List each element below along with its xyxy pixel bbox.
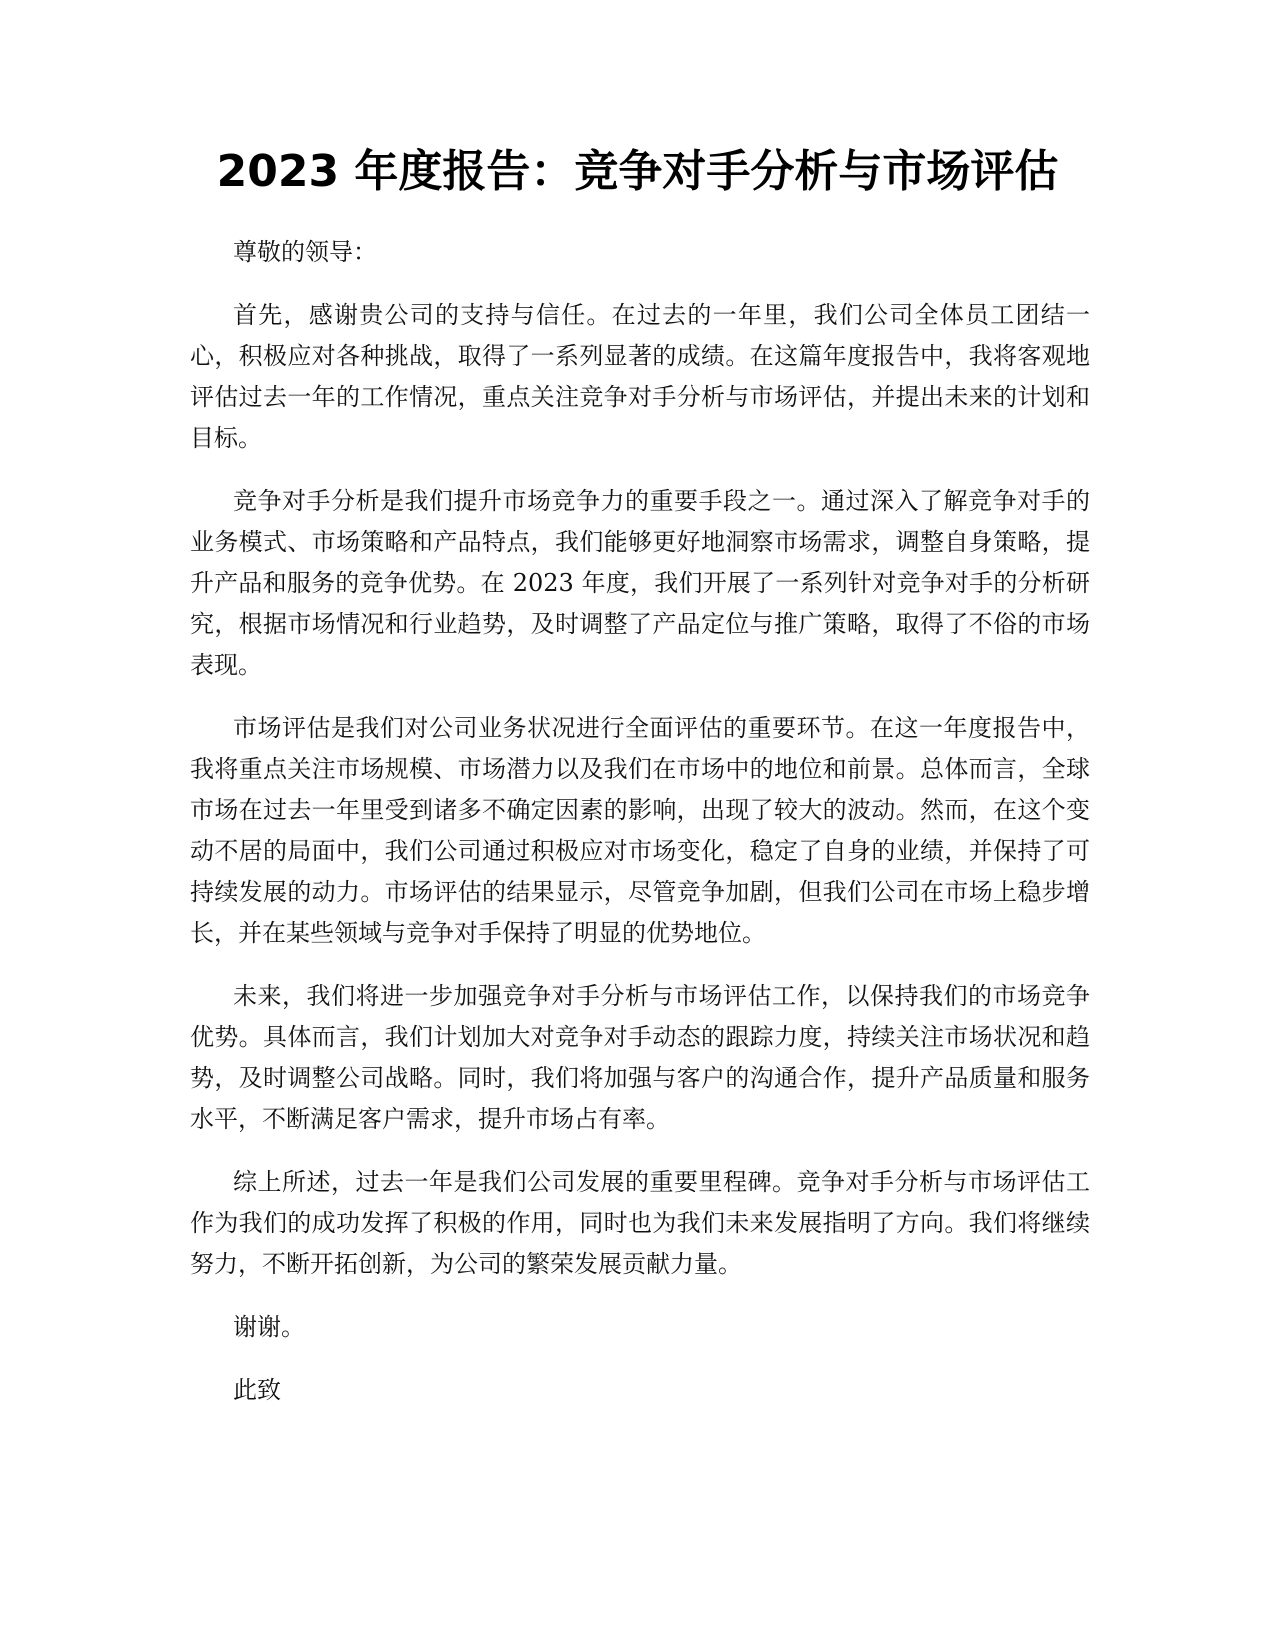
paragraph-market-assessment: 市场评估是我们对公司业务状况进行全面评估的重要环节。在这一年度报告中，我将重点关注市场规模、市场潜力以及我们在市场中的地位和前景。总体而言，全球市场在过去一年里受到诸多不确定因素的影响，出现了较大的波动。然而，在这个变动不居的局面中，我们公司通过积极应对市场变化，稳定了自身的业绩，并保持了可持续发展的动力。市场评估的结果显示，尽管竞争加剧，但我们公司在市场上稳步增长，并在某些领域与竞争对手保持了明显的优势地位。 bbox=[190, 714, 1090, 947]
salutation: 尊敬的领导： bbox=[233, 238, 377, 266]
thanks-line: 谢谢。 bbox=[233, 1313, 305, 1341]
document-title: 2023 年度报告：竞争对手分析与市场评估 bbox=[216, 146, 1059, 197]
closing-line: 此致 bbox=[233, 1376, 281, 1404]
paragraph-conclusion: 综上所述，过去一年是我们公司发展的重要里程碑。竞争对手分析与市场评估工作为我们的成功发挥了积极的作用，同时也为我们未来发展指明了方向。我们将继续努力，不断开拓创新，为公司的繁荣发展贡献力量。 bbox=[190, 1168, 1090, 1278]
paragraph-future-plans: 未来，我们将进一步加强竞争对手分析与市场评估工作，以保持我们的市场竞争优势。具体而言，我们计划加大对竞争对手动态的跟踪力度，持续关注市场状况和趋势，及时调整公司战略。同时，我们将加强与客户的沟通合作，提升产品质量和服务水平，不断满足客户需求，提升市场占有率。 bbox=[190, 982, 1090, 1133]
paragraph-intro: 首先，感谢贵公司的支持与信任。在过去的一年里，我们公司全体员工团结一心，积极应对各种挑战，取得了一系列显著的成绩。在这篇年度报告中，我将客观地评估过去一年的工作情况，重点关注竞争对手分析与市场评估，并提出未来的计划和目标。 bbox=[190, 301, 1090, 452]
paragraph-competitor-analysis: 竞争对手分析是我们提升市场竞争力的重要手段之一。通过深入了解竞争对手的业务模式、市场策略和产品特点，我们能够更好地洞察市场需求，调整自身策略，提升产品和服务的竞争优势。在 2023 年度，我们开展了一系列针对竞争对手的分析研究，根据市场情况和行业趋势，及时调整了产品定位与推广策略，取得了不俗的市场表现。 bbox=[190, 487, 1090, 679]
document-body bbox=[190, 232, 1090, 1433]
